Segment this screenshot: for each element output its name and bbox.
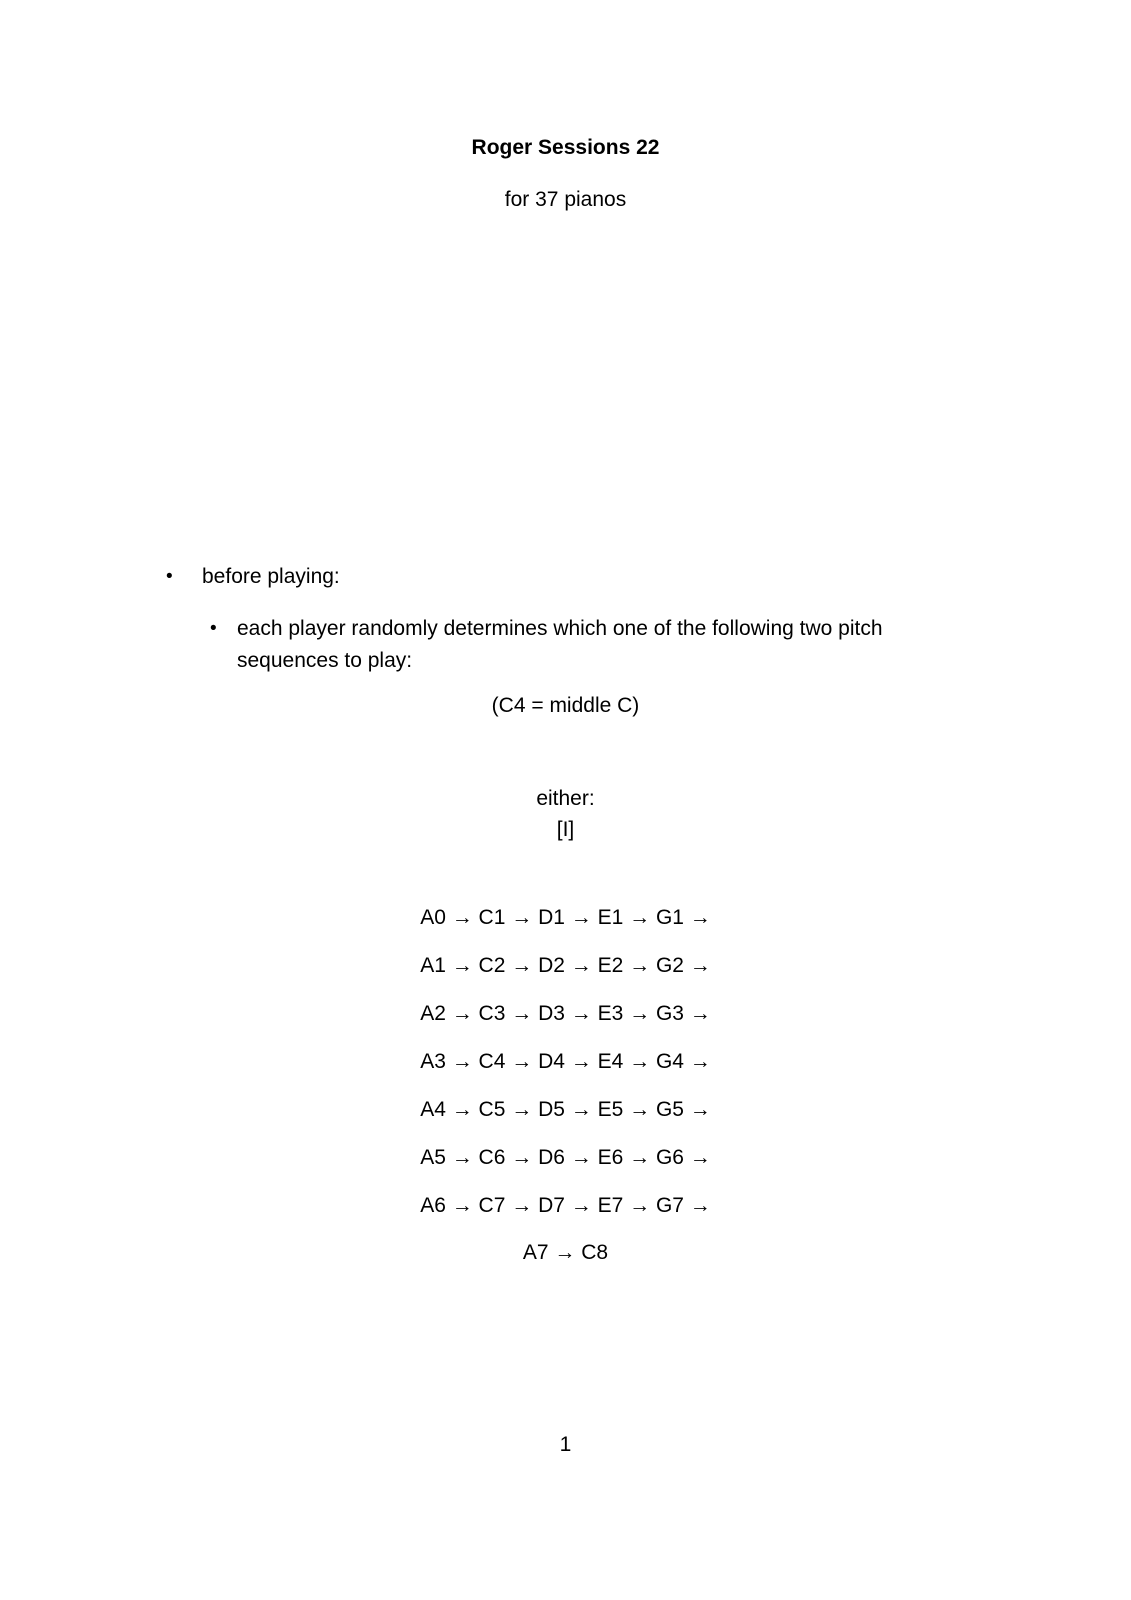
pitch-sequence-line: A7 → C8 xyxy=(522,1241,609,1264)
bullet-text-before-playing: before playing: xyxy=(202,565,340,588)
pitch-sequence-line: A3 → C4 → D4 → E4 → G4 → xyxy=(420,1050,711,1073)
pitch-reference-note: (C4 = middle C) xyxy=(491,694,640,717)
sequence-section-label: [I] xyxy=(556,818,575,841)
bullet-item-before-playing xyxy=(166,561,340,593)
pitch-sequence-line: A5 → C6 → D6 → E6 → G6 → xyxy=(420,1146,711,1169)
bullet-text-each-player: each player randomly determines which one of the following two pitch sequences to play: xyxy=(237,617,883,672)
either-label: either: xyxy=(536,787,595,810)
bullet-marker-icon: • xyxy=(166,566,173,587)
pitch-sequence-line: A2 → C3 → D3 → E3 → G3 → xyxy=(420,1002,711,1025)
document-title: Roger Sessions 22 xyxy=(471,136,660,159)
pitch-sequence-line: A6 → C7 → D7 → E7 → G7 → xyxy=(420,1194,711,1217)
pitch-sequence-line: A0 → C1 → D1 → E1 → G1 → xyxy=(420,906,711,929)
pitch-sequence-line: A4 → C5 → D5 → E5 → G5 → xyxy=(420,1098,711,1121)
bullet-marker-icon: • xyxy=(210,618,217,639)
document-subtitle: for 37 pianos xyxy=(504,188,627,211)
pitch-sequence-line: A1 → C2 → D2 → E2 → G2 → xyxy=(420,954,711,977)
bullet-item-each-player xyxy=(210,613,943,677)
page-number: 1 xyxy=(559,1433,572,1456)
